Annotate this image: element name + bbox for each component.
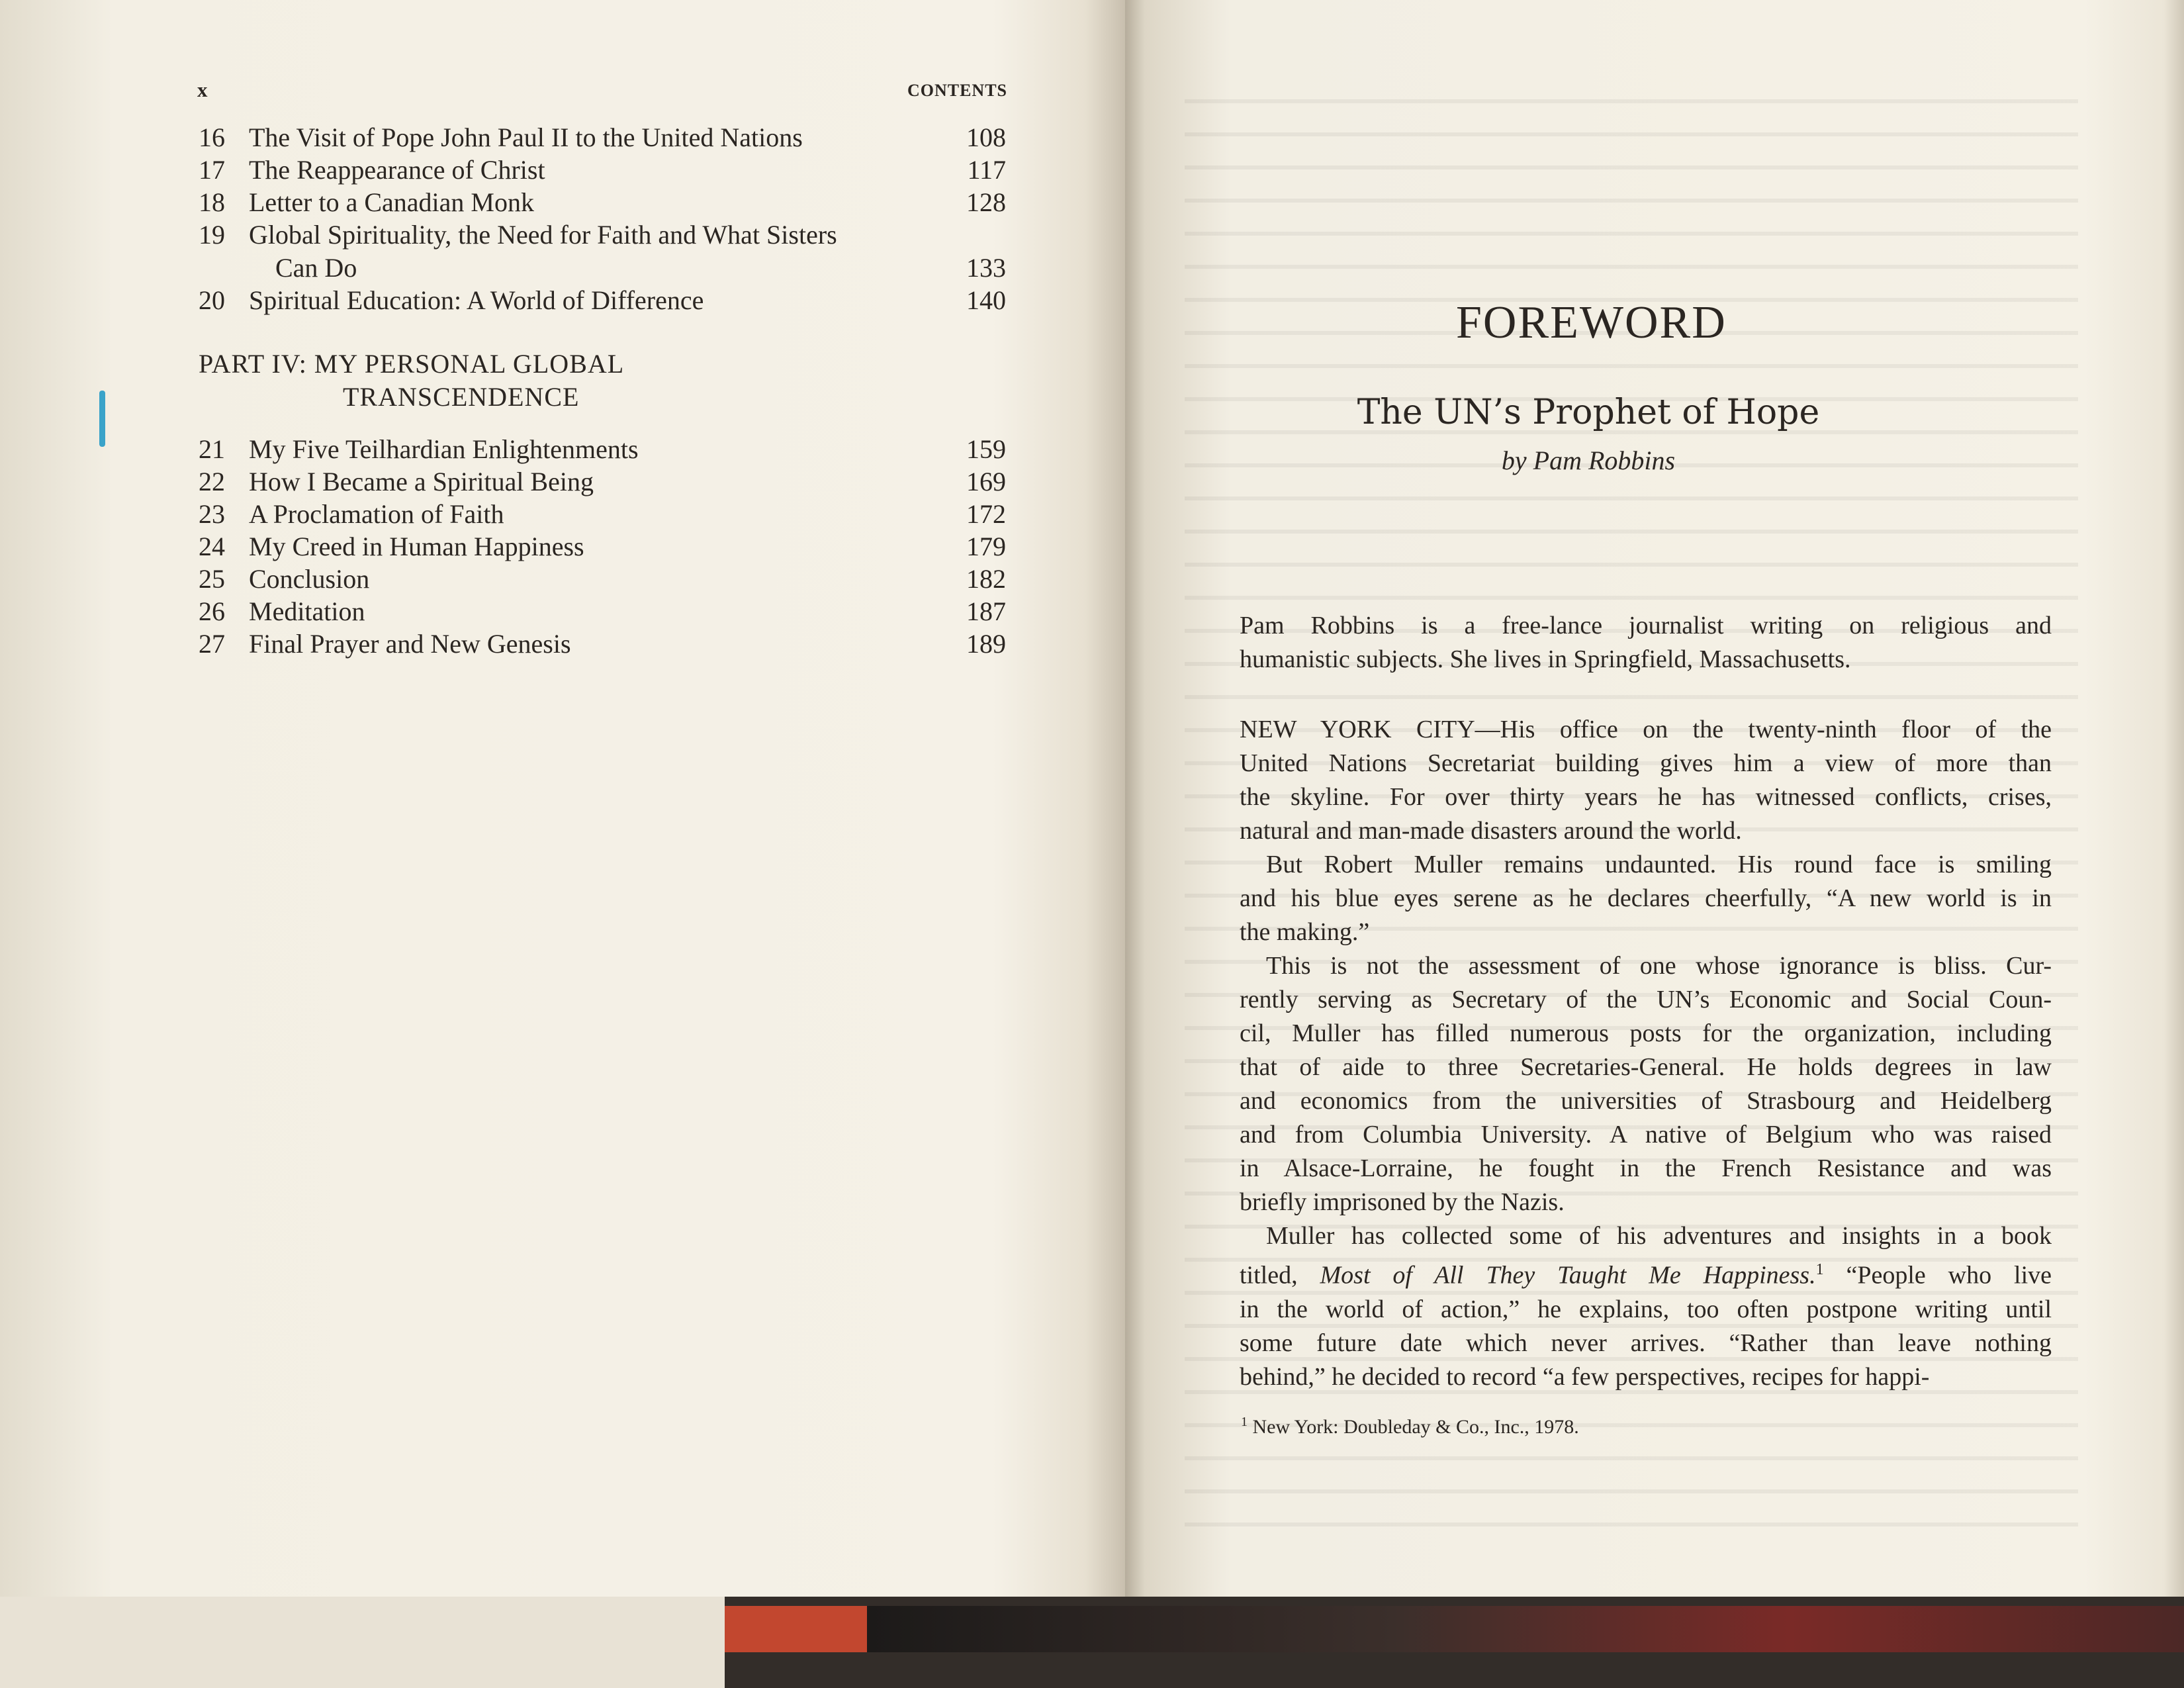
paper-under-book [0, 1597, 725, 1688]
toc-chapter-number: 22 [199, 467, 225, 496]
footnote-reference: 1 [1815, 1261, 1824, 1278]
paragraph-2 [1240, 848, 2052, 949]
toc-chapter-number: 21 [199, 434, 225, 464]
foreword-subtitle: The UN’s Prophet of Hope [1357, 393, 1820, 432]
text-line: This is not the assessment of one whose ignorance is bliss. Cur- [1266, 952, 2052, 980]
toc-chapter-title: Global Spirituality, the Need for Faith and What Sisters [249, 220, 837, 250]
paragraph-4 [1240, 1219, 2052, 1394]
foreword-title: FOREWORD [1456, 297, 1727, 348]
toc-page-number: 117 [967, 155, 1006, 185]
text-line: NEW YORK CITY—His office on the twenty-ninth floor of the [1240, 716, 2052, 743]
text-line: cil, Muller has filled numerous posts for the organization, including [1240, 1019, 2052, 1047]
text-line: and his blue eyes serene as he declares cheerfully, “A new world is in [1240, 884, 2052, 912]
toc-page-number: 128 [966, 187, 1006, 217]
toc-chapter-title: How I Became a Spiritual Being [249, 467, 594, 496]
footnote-text: New York: Doubleday & Co., Inc., 1978. [1248, 1416, 1579, 1438]
part-heading-line1: PART IV: MY PERSONAL GLOBAL [199, 349, 625, 379]
text-line: rently serving as Secretary of the UN’s Economic and Social Coun- [1240, 986, 2052, 1013]
page-number-header: x [197, 78, 208, 101]
toc-chapter-number: 20 [199, 285, 225, 315]
paragraph-4-line: Muller has collected some of his adventures and insights in a book [1266, 1222, 2052, 1250]
paragraph-4-text: titled, [1240, 1261, 1320, 1289]
toc-chapter-title: My Creed in Human Happiness [249, 532, 584, 561]
text-line: in Alsace-Lorraine, he fought in the French Resistance and was [1240, 1154, 2052, 1182]
text-line: humanistic subjects. She lives in Springfield, Massachusetts. [1240, 645, 1851, 673]
toc-entry [199, 121, 1006, 154]
toc-entry [199, 530, 1006, 563]
toc-chapter-title: My Five Teilhardian Enlightenments [249, 434, 639, 464]
toc-entry-continued [199, 252, 1006, 285]
toc-chapter-number: 23 [199, 499, 225, 529]
paragraph-4-line [1240, 1253, 2052, 1293]
toc-entry [199, 154, 1006, 187]
toc-chapter-number: 18 [199, 187, 225, 217]
toc-entry [199, 628, 1006, 661]
paragraph-4-text: “People who live [1823, 1261, 2052, 1289]
toc-chapter-number: 27 [199, 629, 225, 659]
toc-chapter-number: 17 [199, 155, 225, 185]
toc-page-number: 187 [966, 596, 1006, 626]
text-line: and from Columbia University. A native of Belgium who was raised [1240, 1121, 2052, 1149]
toc-page-number: 189 [966, 629, 1006, 659]
text-line: natural and man-made disasters around the world. [1240, 817, 1742, 845]
toc-chapter-title-continued: Can Do [275, 253, 357, 283]
footnote [1241, 1409, 1579, 1440]
dark-cover-band [867, 1606, 2184, 1652]
foreword-byline: by Pam Robbins [1501, 445, 1676, 475]
text-line: the making.” [1240, 918, 1370, 946]
toc-chapter-title: A Proclamation of Faith [249, 499, 504, 529]
toc-entry [199, 498, 1006, 531]
text-line: But Robert Muller remains undaunted. His round face is smiling [1266, 851, 2052, 878]
toc-page-number: 133 [966, 253, 1006, 283]
toc-page-number: 169 [966, 467, 1006, 496]
toc-chapter-number: 25 [199, 564, 225, 594]
author-note [1240, 609, 2052, 677]
book-cover-edge [0, 1597, 2184, 1688]
toc-chapter-title: Conclusion [249, 564, 370, 594]
text-line: and economics from the universities of Strasbourg and Heidelberg [1240, 1087, 2052, 1115]
toc-entry [199, 284, 1006, 317]
toc-chapter-number: 19 [199, 220, 225, 250]
toc-chapter-number: 26 [199, 596, 225, 626]
toc-entry [199, 186, 1006, 219]
toc-chapter-title: The Reappearance of Christ [249, 155, 545, 185]
paragraph-4-rest [1240, 1293, 2052, 1394]
text-line: Pam Robbins is a free-lance journalist writing on religious and [1240, 612, 2052, 639]
text-line: behind,” he decided to record “a few perspectives, recipes for happi- [1240, 1362, 1930, 1391]
toc-chapter-title: Meditation [249, 596, 365, 626]
paragraph-3 [1240, 949, 2052, 1219]
toc-chapter-number: 16 [199, 122, 225, 152]
toc-page-number: 140 [966, 285, 1006, 315]
part-heading-line2: TRANSCENDENCE [343, 382, 580, 412]
toc-chapter-number: 24 [199, 532, 225, 561]
toc-chapter-title: Final Prayer and New Genesis [249, 629, 571, 659]
text-line: the skyline. For over thirty years he has witnessed conflicts, crises, [1240, 783, 2052, 811]
toc-page-number: 108 [966, 122, 1006, 152]
toc-page-number: 159 [966, 434, 1006, 464]
toc-chapter-title: Spiritual Education: A World of Difference [249, 285, 704, 315]
toc-chapter-title: Letter to a Canadian Monk [249, 187, 534, 217]
toc-page-number: 182 [966, 564, 1006, 594]
toc-entry [199, 433, 1006, 466]
blue-ink-mark [99, 391, 105, 447]
text-line: that of aide to three Secretaries-General. He holds degrees in law [1240, 1053, 2052, 1081]
text-line: in the world of action,” he explains, too often postpone writing until [1240, 1295, 2052, 1323]
red-cover-band [725, 1606, 867, 1652]
toc-chapter-title: The Visit of Pope John Paul II to the United Nations [249, 122, 803, 152]
toc-page-number: 172 [966, 499, 1006, 529]
text-line: briefly imprisoned by the Nazis. [1240, 1188, 1565, 1216]
text-line: some future date which never arrives. “Rather than leave nothing [1240, 1329, 2052, 1357]
running-header: CONTENTS [907, 81, 1007, 100]
toc-page-number: 179 [966, 532, 1006, 561]
toc-entry [199, 465, 1006, 498]
paragraph-1 [1240, 713, 2052, 848]
part-heading [199, 348, 624, 414]
footnote-marker: 1 [1241, 1415, 1248, 1429]
toc-entry [199, 218, 1006, 252]
book-title: Most of All They Taught Me Happiness. [1320, 1261, 1816, 1289]
toc-entry [199, 563, 1006, 596]
text-line: United Nations Secretariat building gives him a view of more than [1240, 749, 2052, 777]
toc-entry [199, 595, 1006, 628]
